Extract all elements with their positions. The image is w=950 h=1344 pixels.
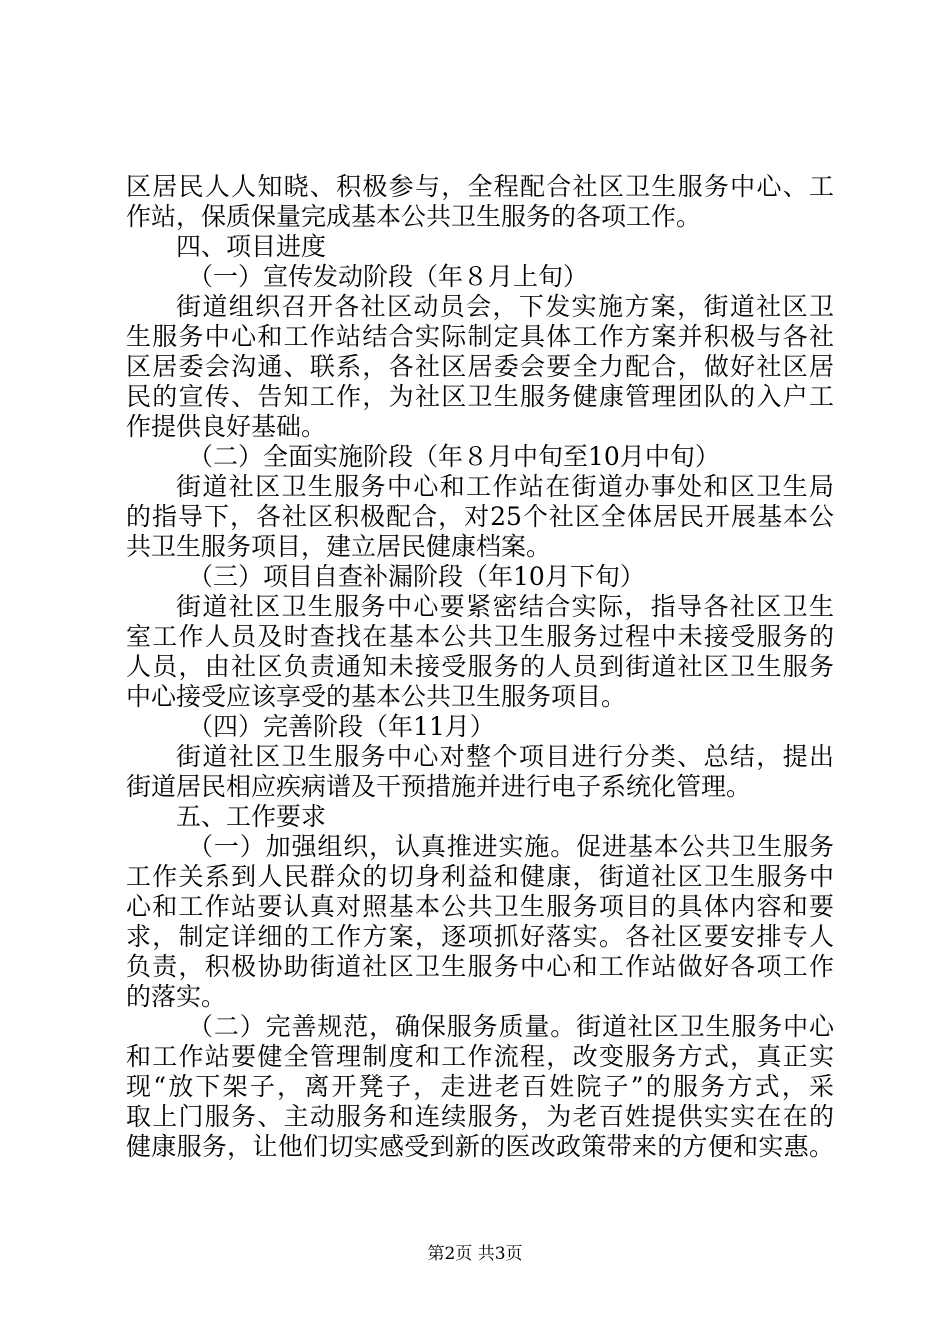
text-line: 工作关系到人民群众的切身利益和健康，街道社区卫生服务中: [126, 862, 834, 891]
text-line: 取上门服务、主动服务和连续服务，为老百姓提供实实在在的: [126, 1102, 834, 1131]
text-line: 作提供良好基础。: [126, 412, 327, 441]
text-line: 心和工作站要认真对照基本公共卫生服务项目的具体内容和要: [126, 892, 834, 921]
text-line: 的指导下，各社区积极配合，对25个社区全体居民开展基本公: [126, 502, 834, 531]
document-body: [126, 172, 834, 1162]
text-line: 中心接受应该享受的基本公共卫生服务项目。: [126, 682, 627, 711]
text-line: 区居民人人知晓、积极参与，全程配合社区卫生服务中心、工: [126, 172, 834, 201]
text-line: 求，制定详细的工作方案，逐项抓好落实。各社区要安排专人: [126, 922, 834, 951]
section-heading: 四、项目进度: [176, 232, 327, 261]
text-line: 民的宣传、告知工作，为社区卫生服务健康管理团队的入户工: [126, 382, 834, 411]
text-line: 现“放下架子，离开凳子，走进老百姓院子”的服务方式，采: [126, 1072, 834, 1101]
text-line: 室工作人员及时查找在基本公共卫生服务过程中未接受服务的: [126, 622, 834, 651]
section-heading: 五、工作要求: [176, 802, 327, 831]
subsection-heading: （二）全面实施阶段（年８月中旬至10月中旬）: [188, 442, 720, 471]
text-line: 和工作站要健全管理制度和工作流程，改变服务方式，真正实: [126, 1042, 834, 1071]
text-line: 区居委会沟通、联系，各社区居委会要全力配合，做好社区居: [126, 352, 834, 381]
text-line: 生服务中心和工作站结合实际制定具体工作方案并积极与各社: [126, 322, 834, 351]
text-line: 作站，保质保量完成基本公共卫生服务的各项工作。: [126, 202, 702, 231]
text-line: 健康服务，让他们切实感受到新的医改政策带来的方便和实惠。: [126, 1132, 834, 1161]
text-line: 街道社区卫生服务中心要紧密结合实际，指导各社区卫生: [176, 592, 834, 621]
text-line: 共卫生服务项目，建立居民健康档案。: [126, 532, 552, 561]
page-footer: 第2页 共3页: [427, 1244, 523, 1264]
text-line: 街道组织召开各社区动员会，下发实施方案，街道社区卫: [176, 292, 834, 321]
text-line: 负责，积极协助街道社区卫生服务中心和工作站做好各项工作: [126, 952, 834, 981]
subsection-heading: （三）项目自查补漏阶段（年10月下旬）: [188, 562, 645, 591]
text-line: 街道居民相应疾病谱及干预措施并进行电子系统化管理。: [126, 772, 752, 801]
text-line: 街道社区卫生服务中心对整个项目进行分类、总结，提出: [176, 742, 834, 771]
text-line: （二）完善规范，确保服务质量。街道社区卫生服务中心: [188, 1012, 834, 1041]
text-line: 的落实。: [126, 982, 227, 1011]
text-line: 街道社区卫生服务中心和工作站在街道办事处和区卫生局: [176, 472, 834, 501]
text-line: （一）加强组织，认真推进实施。促进基本公共卫生服务: [188, 832, 834, 861]
subsection-heading: （四）完善阶段（年11月）: [188, 712, 495, 741]
subsection-heading: （一）宣传发动阶段（年８月上旬）: [188, 262, 589, 291]
text-line: 人员，由社区负责通知未接受服务的人员到街道社区卫生服务: [126, 652, 834, 681]
